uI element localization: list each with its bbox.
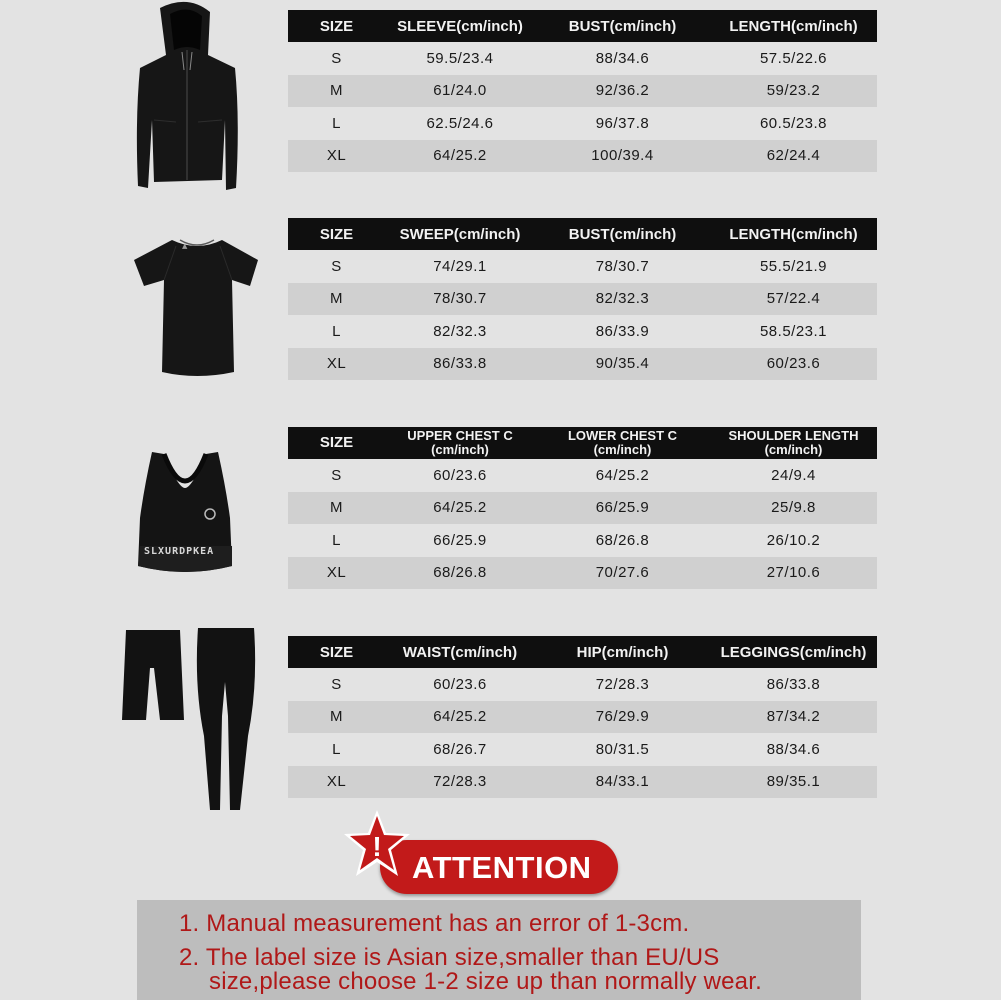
cell-value: 84/33.1 xyxy=(595,773,650,791)
cell-value: 86/33.8 xyxy=(433,355,487,373)
svg-text:▲: ▲ xyxy=(182,242,188,250)
cell-value: 62/24.4 xyxy=(766,147,821,165)
cell-value: 78/30.7 xyxy=(595,257,650,275)
leggings-image xyxy=(192,626,260,812)
warning-star-icon xyxy=(342,808,412,880)
attention-label: ATTENTION xyxy=(412,850,592,885)
header-lower-chest xyxy=(535,429,710,457)
header-waist: WAIST(cm/inch) xyxy=(402,643,518,661)
cell-size: S xyxy=(331,257,342,275)
cell-value: 72/28.3 xyxy=(433,773,487,791)
size-table-jacket xyxy=(288,10,877,172)
table-row xyxy=(288,140,877,173)
cell-value: 26/10.2 xyxy=(766,531,821,549)
header-length: LENGTH(cm/inch) xyxy=(729,225,858,243)
cell-value: 86/33.8 xyxy=(766,675,821,693)
header-sweep: SWEEP(cm/inch) xyxy=(399,225,521,243)
header-line: LOWER CHEST C xyxy=(567,428,678,443)
table-row xyxy=(288,42,877,75)
cell-value: 100/39.4 xyxy=(591,147,654,165)
cell-value: 24/9.4 xyxy=(771,466,816,484)
table-header xyxy=(288,10,877,42)
cell-size: L xyxy=(332,531,341,549)
header-line: (cm/inch) xyxy=(593,442,652,457)
table-row xyxy=(288,733,877,766)
cell-size: XL xyxy=(326,564,347,582)
cell-size: M xyxy=(330,82,343,100)
note-line-2: 2. The label size is Asian size,smaller than EU/US xyxy=(179,944,720,971)
cell-size: S xyxy=(331,466,342,484)
cell-value: 61/24.0 xyxy=(433,82,487,100)
table-header xyxy=(288,427,877,459)
cell-value: 89/35.1 xyxy=(766,773,821,791)
header-line: (cm/inch) xyxy=(764,442,823,457)
header-shoulder-length xyxy=(710,429,877,457)
cell-size: M xyxy=(330,290,343,308)
header-leggings: LEGGINGS(cm/inch) xyxy=(720,643,867,661)
short-sleeve-top-image xyxy=(130,234,265,376)
attention-banner xyxy=(342,808,622,898)
table-row xyxy=(288,315,877,348)
cell-value: 64/25.2 xyxy=(433,147,487,165)
cell-value: 60/23.6 xyxy=(433,675,487,693)
notes-panel xyxy=(137,900,861,1000)
cell-value: 96/37.8 xyxy=(595,114,650,132)
header-line: (cm/inch) xyxy=(431,442,489,457)
cell-value: 25/9.8 xyxy=(771,499,816,517)
cell-size: XL xyxy=(326,147,347,165)
table-row xyxy=(288,524,877,557)
cell-value: 74/29.1 xyxy=(433,257,487,275)
table-header xyxy=(288,218,877,250)
cell-value: 82/32.3 xyxy=(433,322,487,340)
cell-value: 58.5/23.1 xyxy=(759,322,828,340)
table-row xyxy=(288,557,877,590)
cell-value: 87/34.2 xyxy=(766,708,821,726)
hooded-jacket-image xyxy=(130,0,245,195)
cell-value: 86/33.9 xyxy=(595,322,650,340)
cell-size: L xyxy=(332,740,341,758)
bra-print-text: SLXURDPKEA xyxy=(144,546,215,557)
star-exclamation: ! xyxy=(372,831,382,862)
table-row xyxy=(288,766,877,799)
cell-value: 68/26.8 xyxy=(433,564,487,582)
cell-value: 57/22.4 xyxy=(766,290,821,308)
header-size-text: SIZE xyxy=(319,434,354,451)
table-row xyxy=(288,492,877,525)
size-table-top xyxy=(288,218,877,380)
size-table-bottoms xyxy=(288,636,877,798)
cell-value: 66/25.9 xyxy=(595,499,650,517)
header-length: LENGTH(cm/inch) xyxy=(729,17,858,35)
cell-value: 88/34.6 xyxy=(766,740,821,758)
cell-value: 59.5/23.4 xyxy=(426,49,494,67)
cell-size: S xyxy=(331,675,342,693)
cell-value: 68/26.8 xyxy=(595,531,650,549)
cell-value: 64/25.2 xyxy=(433,708,487,726)
table-row xyxy=(288,459,877,492)
header-sleeve: SLEEVE(cm/inch) xyxy=(397,17,523,35)
cell-size: XL xyxy=(326,355,347,373)
cell-value: 76/29.9 xyxy=(595,708,650,726)
cell-value: 55.5/21.9 xyxy=(759,257,828,275)
cell-value: 90/35.4 xyxy=(595,355,650,373)
cell-value: 27/10.6 xyxy=(766,564,821,582)
cell-value: 78/30.7 xyxy=(433,290,487,308)
cell-value: 60/23.6 xyxy=(433,466,487,484)
cell-value: 64/25.2 xyxy=(433,499,487,517)
cell-value: 82/32.3 xyxy=(595,290,650,308)
header-bust: BUST(cm/inch) xyxy=(568,17,677,35)
table-row xyxy=(288,701,877,734)
header-bust: BUST(cm/inch) xyxy=(568,225,677,243)
header-size: SIZE xyxy=(319,17,354,35)
cell-size: XL xyxy=(326,773,347,791)
header-size: SIZE xyxy=(319,643,354,661)
size-table-bra xyxy=(288,427,877,589)
table-row xyxy=(288,283,877,316)
table-row xyxy=(288,107,877,140)
cell-value: 60.5/23.8 xyxy=(759,114,828,132)
cell-value: 68/26.7 xyxy=(433,740,487,758)
cell-size: L xyxy=(332,114,341,132)
header-upper-chest xyxy=(385,429,535,457)
cell-value: 70/27.6 xyxy=(595,564,650,582)
cell-value: 57.5/22.6 xyxy=(759,49,828,67)
cell-size: M xyxy=(330,499,343,517)
header-line: SHOULDER LENGTH xyxy=(728,428,859,443)
note-line-3: size,please choose 1-2 size up than normally wear. xyxy=(209,968,762,995)
header-line: UPPER CHEST C xyxy=(407,428,513,443)
table-row xyxy=(288,668,877,701)
cell-value: 66/25.9 xyxy=(433,531,487,549)
cell-value: 80/31.5 xyxy=(595,740,650,758)
cell-value: 62.5/24.6 xyxy=(426,114,494,132)
cell-value: 64/25.2 xyxy=(595,466,650,484)
shorts-image xyxy=(120,628,186,723)
cell-size: L xyxy=(332,322,341,340)
header-size: SIZE xyxy=(319,225,354,243)
table-row xyxy=(288,348,877,381)
header-hip: HIP(cm/inch) xyxy=(576,643,669,661)
note-line-1: 1. Manual measurement has an error of 1-3cm. xyxy=(179,910,690,937)
cell-value: 59/23.2 xyxy=(766,82,821,100)
cell-value: 92/36.2 xyxy=(595,82,650,100)
header-size xyxy=(288,436,385,450)
table-header xyxy=(288,636,877,668)
cell-size: M xyxy=(330,708,343,726)
cell-value: 60/23.6 xyxy=(766,355,821,373)
sports-bra-image xyxy=(130,448,240,576)
cell-value: 88/34.6 xyxy=(595,49,650,67)
cell-value: 72/28.3 xyxy=(595,675,650,693)
table-row xyxy=(288,250,877,283)
cell-size: S xyxy=(331,49,342,67)
table-row xyxy=(288,75,877,108)
